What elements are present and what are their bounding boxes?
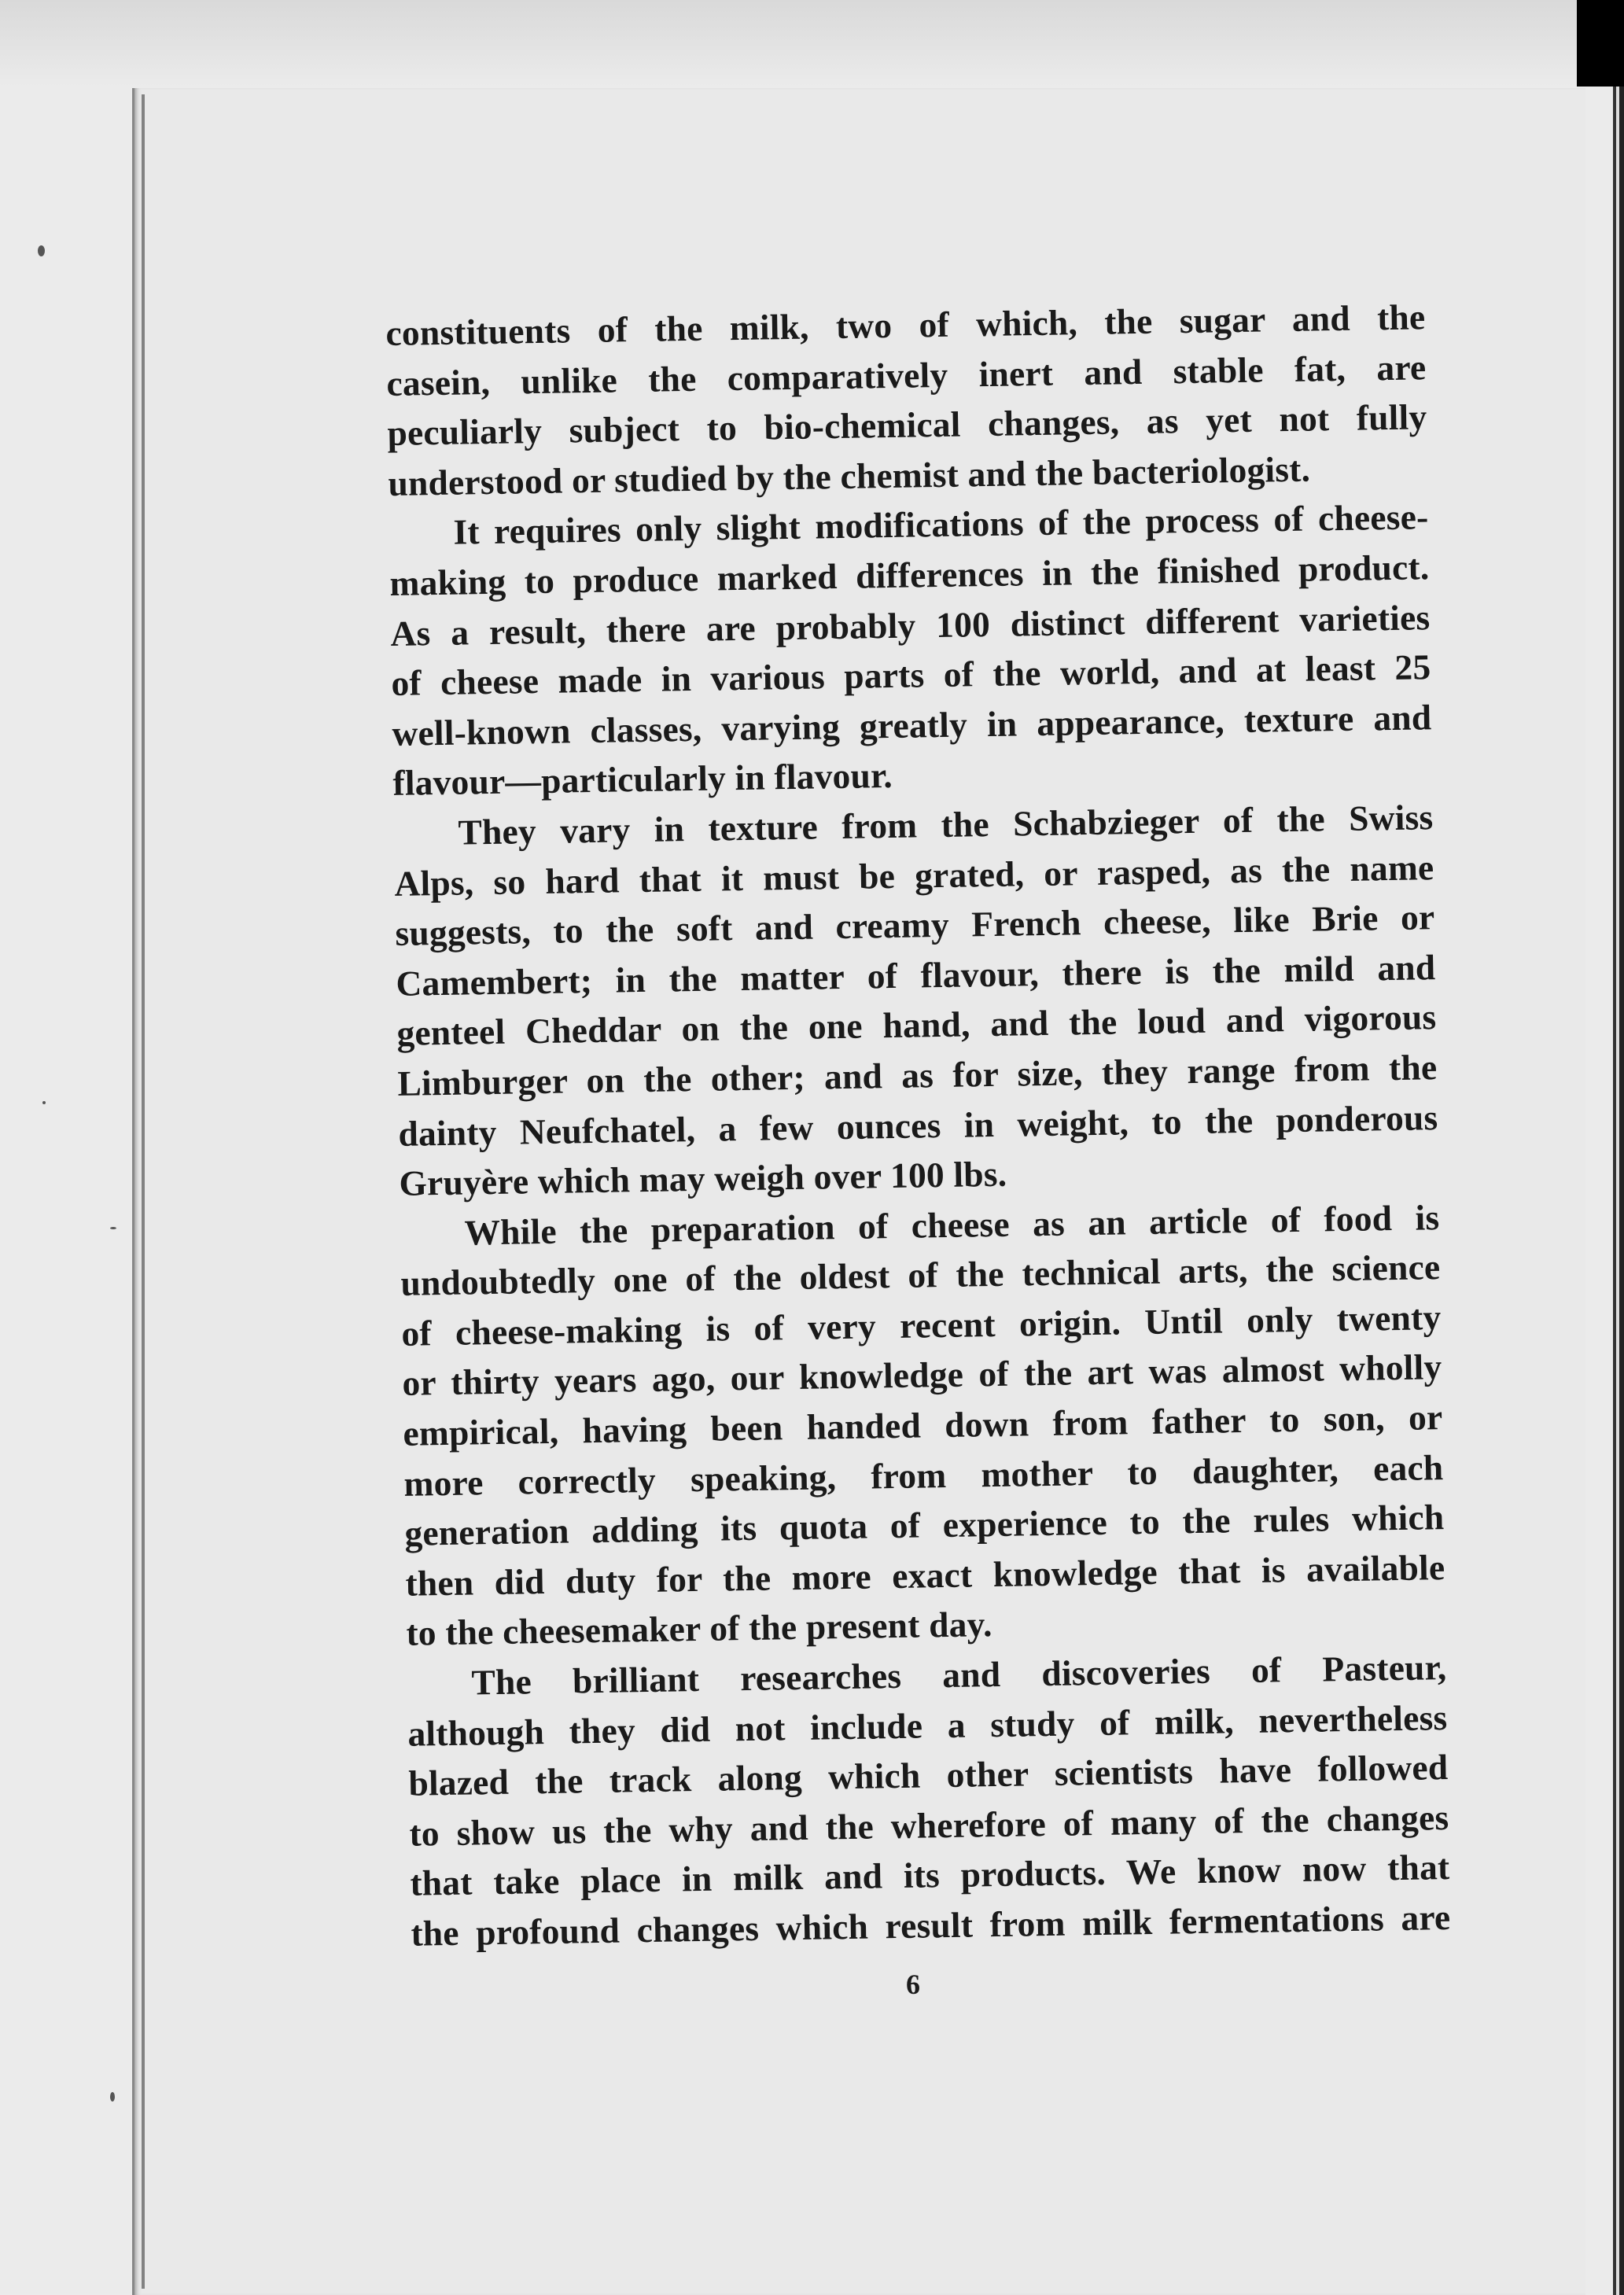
text-line: of cheese-making is of very recent origin. Until only twenty (401, 1296, 1442, 1354)
text-line: The brilliant researches and discoveries of Pasteur, (471, 1647, 1447, 1703)
text-line: Limburger on the other; and as for size, they range from the (397, 1047, 1438, 1103)
text-line: although they did not include a study of milk, nevertheless (407, 1696, 1448, 1754)
text-line: They vary in texture from the Schabzieger of the Swiss (458, 797, 1434, 853)
text-line: suggests, to the soft and creamy French cheese, like Brie or (395, 897, 1435, 954)
text-line: genteel Cheddar on the one hand, and the loud and vigorous (396, 996, 1437, 1054)
text-line: of cheese made in various parts of the world, and at least 25 (391, 647, 1431, 704)
text-line: Gruyère which may weigh over 100 lbs. (399, 1153, 1007, 1203)
text-line: flavour—particularly in flavour. (392, 755, 893, 804)
text-line: then did duty for the more exact knowledge that is available (405, 1546, 1445, 1604)
text-line: to show us the why and the wherefore of many of the changes (409, 1796, 1449, 1854)
text-line: blazed the track along which other scientists have followed (408, 1747, 1449, 1803)
scan-speck (42, 1101, 46, 1104)
page-number: 6 (906, 1969, 920, 2000)
text-line: generation adding its quota of experience to the rules which (404, 1497, 1445, 1554)
text-line: Camembert; in the matter of flavour, there is the mild and (396, 946, 1436, 1004)
text-line: understood or studied by the chemist and the bacteriologist. (388, 448, 1311, 503)
page-binding-edge (142, 94, 145, 2289)
text-line: that take place in milk and its products. We know now that (410, 1847, 1450, 1904)
text-line: dainty Neufchatel, a few ounces in weight, to the ponderous (398, 1096, 1438, 1154)
text-line: While the preparation of cheese as an article of food is (464, 1196, 1440, 1253)
text-line: Alps, so hard that it must be grated, or rasped, as the name (394, 846, 1434, 904)
text-line: As a result, there are probably 100 distinct different varieties (390, 596, 1431, 654)
text-line: It requires only slight modifications of the process of cheese- (453, 496, 1429, 553)
text-line: more correctly speaking, from mother to daughter, each (403, 1446, 1444, 1504)
text-line: empirical, having been handed down from father to son, or (403, 1397, 1443, 1453)
text-line: well-known classes, varying greatly in appearance, texture and (392, 696, 1432, 753)
scan-speck (38, 245, 45, 256)
text-line: constituents of the milk, two of which, the sugar and the (385, 297, 1426, 353)
scan-speck (110, 2092, 115, 2102)
text-line: or thirty years ago, our knowledge of the art was almost wholly (402, 1346, 1442, 1404)
text-line: peculiarly subject to bio-chemical changes, as yet not fully (387, 396, 1427, 454)
text-line: to the cheesemaker of the present day. (406, 1604, 992, 1654)
page-right-edge (1613, 87, 1624, 2295)
body-text (385, 292, 1451, 1958)
text-line: making to produce marked differences in the finished product. (389, 547, 1430, 603)
text-line: casein, unlike the comparatively inert and stable fat, are (386, 346, 1427, 403)
text-line: the profound changes which result from milk fermentations are (411, 1896, 1451, 1954)
text-line: undoubtedly one of the oldest of the technical arts, the science (400, 1247, 1441, 1304)
scan-speck (110, 1227, 116, 1229)
scan-black-corner (1577, 0, 1624, 87)
scan-top-shadow (0, 0, 1624, 87)
